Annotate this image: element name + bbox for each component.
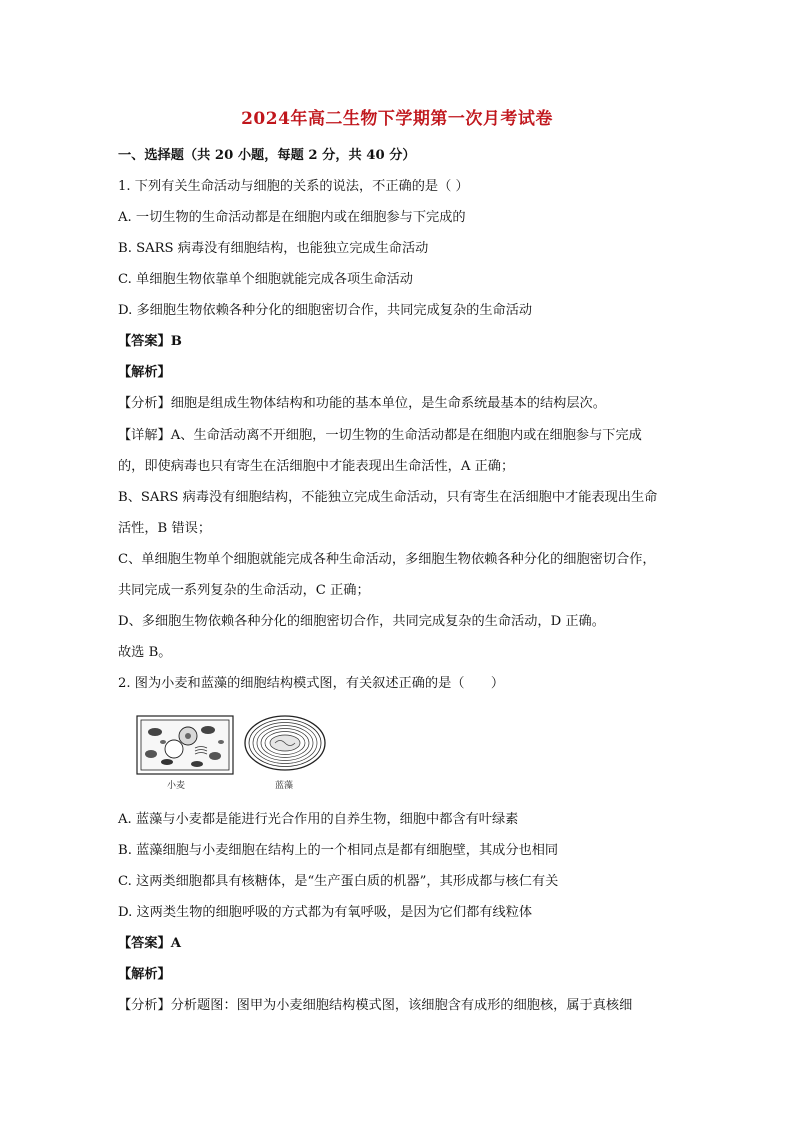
question-1-detail-line: D、多细胞生物依赖各种分化的细胞密切合作，共同完成复杂的生命活动，D 正确。 [118, 614, 605, 629]
cell-structure-figure [133, 712, 333, 792]
page-title: 2024年高二生物下学期第一次月考试卷 [241, 109, 553, 129]
question-1-option-b: B. SARS 病毒没有细胞结构，也能独立完成生命活动 [118, 241, 429, 256]
question-1-option-c: C. 单细胞生物依靠单个细胞就能完成各项生命活动 [118, 272, 413, 287]
question-1-option-a: A. 一切生物的生命活动都是在细胞内或在细胞参与下完成的 [118, 210, 466, 225]
wheat-label: 小麦 [167, 781, 186, 791]
question-2-answer: 【答案】A [118, 936, 181, 951]
question-2-option-b: B. 蓝藻细胞与小麦细胞在结构上的一个相同点是都有细胞壁，其成分也相同 [118, 843, 559, 858]
question-1-detail-line: 【详解】A、生命活动离不开细胞，一切生物的生命活动都是在细胞内或在细胞参与下完成 [118, 428, 642, 443]
section-heading: 一、选择题（共 20 小题，每题 2 分，共 40 分） [118, 148, 416, 163]
question-2-option-a: A. 蓝藻与小麦都是能进行光合作用的自养生物，细胞中都含有叶绿素 [118, 812, 519, 827]
question-1-option-d: D. 多细胞生物依赖各种分化的细胞密切合作，共同完成复杂的生命活动 [118, 303, 533, 318]
question-2-stem: 2. 图为小麦和蓝藻的细胞结构模式图，有关叙述正确的是（ ） [118, 676, 505, 691]
question-1-answer: 【答案】B [118, 334, 182, 349]
question-1-detail-line: 的，即使病毒也只有寄生在活细胞中才能表现出生命活性，A 正确； [118, 459, 515, 474]
question-1-detail-line: 活性，B 错误； [118, 521, 212, 536]
question-2-analysis-label: 【解析】 [118, 967, 171, 982]
question-2-option-c: C. 这两类细胞都具有核糖体，是“生产蛋白质的机器”，其形成都与核仁有关 [118, 874, 559, 889]
question-1-analysis-label: 【解析】 [118, 365, 171, 380]
question-1-analysis: 【分析】细胞是组成生物体结构和功能的基本单位，是生命系统最基本的结构层次。 [118, 396, 606, 411]
question-2-analysis: 【分析】分析题图：图甲为小麦细胞结构模式图，该细胞含有成形的细胞核，属于真核细 [118, 998, 633, 1013]
question-1-detail-line: 共同完成一系列复杂的生命活动，C 正确； [118, 583, 370, 598]
question-1-detail-line: B、SARS 病毒没有细胞结构，不能独立完成生命活动，只有寄生在活细胞中才能表现出生命 [118, 490, 658, 505]
question-1-detail-line: C、单细胞生物单个细胞就能完成各种生命活动，多细胞生物依赖各种分化的细胞密切合作， [118, 552, 656, 567]
algae-label: 蓝藻 [275, 781, 294, 791]
question-2-option-d: D. 这两类生物的细胞呼吸的方式都为有氧呼吸，是因为它们都有线粒体 [118, 905, 533, 920]
question-1-conclusion: 故选 B。 [118, 645, 172, 660]
question-1-stem: 1. 下列有关生命活动与细胞的关系的说法，不正确的是（ ） [118, 179, 469, 194]
